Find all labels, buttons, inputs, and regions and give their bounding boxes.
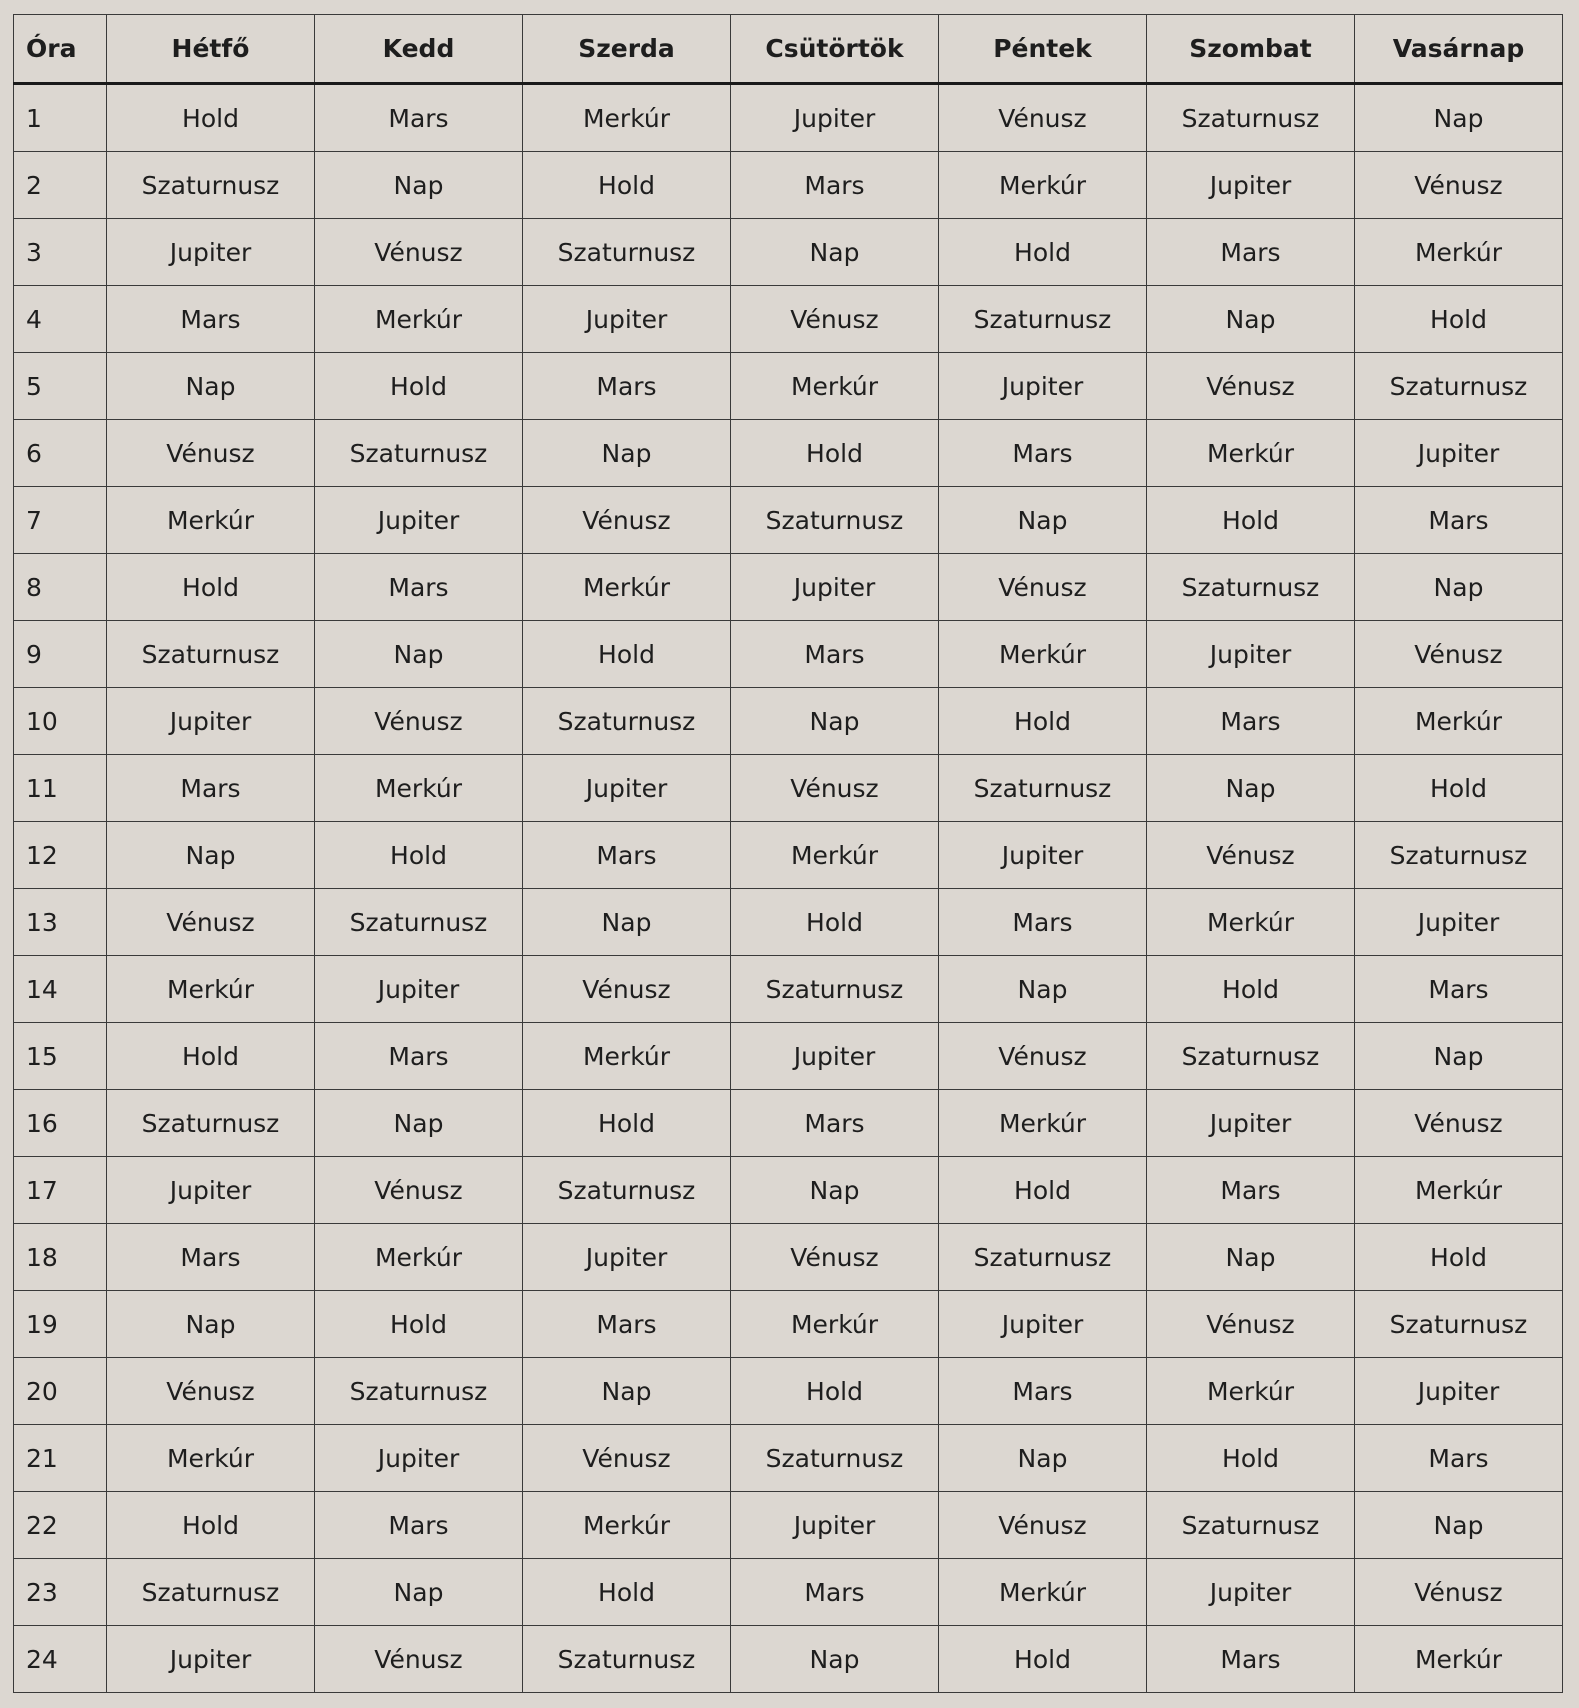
table-header (14, 15, 1563, 84)
hour-cell: 10 (14, 688, 107, 755)
planet-cell: Vénusz (315, 219, 523, 286)
column-header-hour: Óra (14, 15, 107, 84)
table-row (14, 688, 1563, 755)
planet-cell: Vénusz (731, 286, 939, 353)
planet-cell: Jupiter (523, 1224, 731, 1291)
planet-cell: Nap (939, 956, 1147, 1023)
planet-cell: Jupiter (731, 1492, 939, 1559)
planet-cell: Nap (731, 1157, 939, 1224)
planet-cell: Mars (731, 1559, 939, 1626)
table-row (14, 1291, 1563, 1358)
planet-cell: Vénusz (1147, 1291, 1355, 1358)
planet-cell: Vénusz (315, 1626, 523, 1693)
hour-cell: 6 (14, 420, 107, 487)
planet-cell: Vénusz (939, 554, 1147, 621)
planet-cell: Hold (939, 1626, 1147, 1693)
planet-cell: Vénusz (315, 1157, 523, 1224)
planet-cell: Hold (315, 822, 523, 889)
planet-cell: Jupiter (315, 956, 523, 1023)
planet-cell: Vénusz (107, 420, 315, 487)
column-header-day: Péntek (939, 15, 1147, 84)
planet-cell: Mars (939, 420, 1147, 487)
planet-cell: Szaturnusz (1355, 1291, 1563, 1358)
hour-cell: 17 (14, 1157, 107, 1224)
hour-cell: 9 (14, 621, 107, 688)
planet-cell: Mars (939, 889, 1147, 956)
planet-cell: Jupiter (315, 1425, 523, 1492)
planet-cell: Vénusz (1147, 822, 1355, 889)
table-row (14, 1626, 1563, 1693)
planet-cell: Szaturnusz (107, 152, 315, 219)
planet-cell: Mars (1147, 219, 1355, 286)
planet-cell: Mars (1147, 688, 1355, 755)
planet-cell: Vénusz (1147, 353, 1355, 420)
planet-cell: Jupiter (731, 84, 939, 152)
planet-cell: Hold (1355, 1224, 1563, 1291)
planetary-hours-table-container (13, 14, 1562, 1693)
column-header-day: Kedd (315, 15, 523, 84)
planet-cell: Hold (939, 219, 1147, 286)
table-row (14, 353, 1563, 420)
table-row (14, 956, 1563, 1023)
table-row (14, 822, 1563, 889)
planet-cell: Vénusz (1355, 621, 1563, 688)
planet-cell: Hold (1147, 487, 1355, 554)
planet-cell: Vénusz (107, 1358, 315, 1425)
planet-cell: Nap (731, 219, 939, 286)
hour-cell: 5 (14, 353, 107, 420)
planet-cell: Hold (1355, 755, 1563, 822)
planet-cell: Szaturnusz (523, 219, 731, 286)
hour-cell: 22 (14, 1492, 107, 1559)
planet-cell: Nap (1147, 1224, 1355, 1291)
planet-cell: Nap (1355, 84, 1563, 152)
table-row (14, 286, 1563, 353)
planet-cell: Jupiter (1355, 420, 1563, 487)
planet-cell: Merkúr (939, 1559, 1147, 1626)
planet-cell: Mars (315, 1023, 523, 1090)
planet-cell: Jupiter (1147, 152, 1355, 219)
hour-cell: 7 (14, 487, 107, 554)
table-row (14, 1157, 1563, 1224)
planet-cell: Szaturnusz (1355, 353, 1563, 420)
planet-cell: Vénusz (107, 889, 315, 956)
planet-cell: Vénusz (731, 755, 939, 822)
planet-cell: Jupiter (731, 1023, 939, 1090)
planet-cell: Mars (107, 286, 315, 353)
planet-cell: Jupiter (939, 1291, 1147, 1358)
planet-cell: Hold (315, 1291, 523, 1358)
planet-cell: Merkúr (1355, 219, 1563, 286)
planet-cell: Vénusz (1355, 1090, 1563, 1157)
planet-cell: Vénusz (939, 84, 1147, 152)
planet-cell: Hold (107, 84, 315, 152)
planet-cell: Mars (1355, 487, 1563, 554)
table-row (14, 1090, 1563, 1157)
planet-cell: Jupiter (1147, 621, 1355, 688)
planet-cell: Szaturnusz (1147, 554, 1355, 621)
planet-cell: Nap (939, 487, 1147, 554)
planet-cell: Mars (731, 621, 939, 688)
planet-cell: Mars (315, 554, 523, 621)
planet-cell: Hold (523, 152, 731, 219)
planet-cell: Vénusz (523, 487, 731, 554)
planet-cell: Hold (523, 1559, 731, 1626)
table-row (14, 621, 1563, 688)
table-row (14, 1425, 1563, 1492)
planet-cell: Jupiter (1147, 1559, 1355, 1626)
column-header-day: Hétfő (107, 15, 315, 84)
planet-cell: Jupiter (107, 219, 315, 286)
planet-cell: Nap (1355, 1492, 1563, 1559)
planet-cell: Vénusz (315, 688, 523, 755)
planet-cell: Mars (315, 84, 523, 152)
table-row (14, 1559, 1563, 1626)
planet-cell: Nap (315, 152, 523, 219)
planet-cell: Mars (731, 152, 939, 219)
planet-cell: Mars (1147, 1157, 1355, 1224)
planet-cell: Hold (1355, 286, 1563, 353)
planet-cell: Mars (1147, 1626, 1355, 1693)
column-header-day: Szombat (1147, 15, 1355, 84)
planet-cell: Mars (107, 1224, 315, 1291)
planet-cell: Jupiter (107, 1626, 315, 1693)
planet-cell: Nap (107, 353, 315, 420)
table-row (14, 554, 1563, 621)
planet-cell: Hold (939, 688, 1147, 755)
planet-cell: Merkúr (731, 1291, 939, 1358)
planet-cell: Szaturnusz (523, 1157, 731, 1224)
planet-cell: Jupiter (1355, 889, 1563, 956)
planet-cell: Szaturnusz (1147, 1492, 1355, 1559)
column-header-day: Csütörtök (731, 15, 939, 84)
planet-cell: Vénusz (731, 1224, 939, 1291)
planet-cell: Merkúr (315, 1224, 523, 1291)
planet-cell: Szaturnusz (315, 889, 523, 956)
planet-cell: Vénusz (939, 1492, 1147, 1559)
planet-cell: Jupiter (939, 822, 1147, 889)
hour-cell: 1 (14, 84, 107, 152)
hour-cell: 14 (14, 956, 107, 1023)
hour-cell: 21 (14, 1425, 107, 1492)
planet-cell: Mars (523, 353, 731, 420)
planet-cell: Merkúr (731, 822, 939, 889)
hour-cell: 3 (14, 219, 107, 286)
table-body (14, 84, 1563, 1693)
planet-cell: Jupiter (523, 286, 731, 353)
planet-cell: Merkúr (315, 286, 523, 353)
planet-cell: Szaturnusz (731, 487, 939, 554)
planet-cell: Nap (315, 1559, 523, 1626)
planet-cell: Nap (315, 1090, 523, 1157)
table-row (14, 889, 1563, 956)
planet-cell: Jupiter (1355, 1358, 1563, 1425)
planet-cell: Nap (1147, 755, 1355, 822)
hour-cell: 18 (14, 1224, 107, 1291)
planet-cell: Vénusz (939, 1023, 1147, 1090)
planet-cell: Hold (523, 1090, 731, 1157)
planet-cell: Hold (107, 554, 315, 621)
planet-cell: Merkúr (107, 956, 315, 1023)
planet-cell: Mars (523, 822, 731, 889)
table-row (14, 1224, 1563, 1291)
planet-cell: Nap (315, 621, 523, 688)
planet-cell: Mars (107, 755, 315, 822)
planet-cell: Szaturnusz (1355, 822, 1563, 889)
planet-cell: Szaturnusz (107, 1559, 315, 1626)
planet-cell: Vénusz (1355, 1559, 1563, 1626)
planet-cell: Szaturnusz (1147, 1023, 1355, 1090)
planet-cell: Mars (523, 1291, 731, 1358)
planet-cell: Szaturnusz (315, 420, 523, 487)
planet-cell: Merkúr (939, 1090, 1147, 1157)
planet-cell: Hold (731, 420, 939, 487)
column-header-day: Szerda (523, 15, 731, 84)
planet-cell: Nap (1355, 1023, 1563, 1090)
hour-cell: 20 (14, 1358, 107, 1425)
hour-cell: 15 (14, 1023, 107, 1090)
hour-cell: 4 (14, 286, 107, 353)
planet-cell: Merkúr (107, 1425, 315, 1492)
planet-cell: Merkúr (315, 755, 523, 822)
planet-cell: Merkúr (1147, 420, 1355, 487)
planet-cell: Szaturnusz (731, 956, 939, 1023)
planet-cell: Jupiter (731, 554, 939, 621)
planet-cell: Szaturnusz (939, 286, 1147, 353)
planet-cell: Hold (731, 889, 939, 956)
planet-cell: Merkúr (523, 1492, 731, 1559)
planet-cell: Mars (731, 1090, 939, 1157)
planet-cell: Nap (731, 1626, 939, 1693)
planet-cell: Hold (107, 1492, 315, 1559)
planet-cell: Jupiter (939, 353, 1147, 420)
planet-cell: Vénusz (523, 956, 731, 1023)
planet-cell: Merkúr (1355, 688, 1563, 755)
table-row (14, 487, 1563, 554)
planet-cell: Nap (523, 1358, 731, 1425)
planet-cell: Nap (523, 420, 731, 487)
planet-cell: Mars (1355, 1425, 1563, 1492)
planet-cell: Mars (939, 1358, 1147, 1425)
table-row (14, 1492, 1563, 1559)
planet-cell: Hold (731, 1358, 939, 1425)
planet-cell: Nap (1355, 554, 1563, 621)
planet-cell: Szaturnusz (1147, 84, 1355, 152)
planet-cell: Merkúr (523, 554, 731, 621)
planet-cell: Merkúr (1147, 1358, 1355, 1425)
hour-cell: 16 (14, 1090, 107, 1157)
table-row (14, 1023, 1563, 1090)
planet-cell: Szaturnusz (939, 1224, 1147, 1291)
planet-cell: Hold (939, 1157, 1147, 1224)
planet-cell: Merkúr (1355, 1157, 1563, 1224)
table-row (14, 1358, 1563, 1425)
hour-cell: 11 (14, 755, 107, 822)
planet-cell: Jupiter (315, 487, 523, 554)
table-row (14, 152, 1563, 219)
planet-cell: Hold (1147, 956, 1355, 1023)
planet-cell: Merkúr (1147, 889, 1355, 956)
planet-cell: Szaturnusz (107, 1090, 315, 1157)
planet-cell: Merkúr (107, 487, 315, 554)
hour-cell: 19 (14, 1291, 107, 1358)
table-row (14, 219, 1563, 286)
header-row (14, 15, 1563, 84)
planet-cell: Hold (107, 1023, 315, 1090)
planet-cell: Hold (1147, 1425, 1355, 1492)
planet-cell: Szaturnusz (939, 755, 1147, 822)
planet-cell: Merkúr (939, 152, 1147, 219)
planet-cell: Szaturnusz (523, 688, 731, 755)
planet-cell: Nap (939, 1425, 1147, 1492)
hour-cell: 12 (14, 822, 107, 889)
table-row (14, 420, 1563, 487)
planet-cell: Merkúr (939, 621, 1147, 688)
planet-cell: Vénusz (523, 1425, 731, 1492)
planet-cell: Jupiter (523, 755, 731, 822)
planet-cell: Szaturnusz (107, 621, 315, 688)
planet-cell: Szaturnusz (731, 1425, 939, 1492)
planet-cell: Mars (1355, 956, 1563, 1023)
hour-cell: 2 (14, 152, 107, 219)
planetary-hours-table (13, 14, 1563, 1693)
planet-cell: Nap (523, 889, 731, 956)
hour-cell: 8 (14, 554, 107, 621)
planet-cell: Merkúr (523, 1023, 731, 1090)
planet-cell: Merkúr (523, 84, 731, 152)
planet-cell: Merkúr (731, 353, 939, 420)
hour-cell: 24 (14, 1626, 107, 1693)
table-row (14, 84, 1563, 152)
planet-cell: Nap (107, 822, 315, 889)
hour-cell: 23 (14, 1559, 107, 1626)
planet-cell: Nap (731, 688, 939, 755)
planet-cell: Jupiter (107, 688, 315, 755)
planet-cell: Szaturnusz (523, 1626, 731, 1693)
planet-cell: Hold (315, 353, 523, 420)
planet-cell: Jupiter (107, 1157, 315, 1224)
planet-cell: Nap (1147, 286, 1355, 353)
hour-cell: 13 (14, 889, 107, 956)
planet-cell: Mars (315, 1492, 523, 1559)
planet-cell: Jupiter (1147, 1090, 1355, 1157)
column-header-day: Vasárnap (1355, 15, 1563, 84)
planet-cell: Vénusz (1355, 152, 1563, 219)
planet-cell: Hold (523, 621, 731, 688)
planet-cell: Nap (107, 1291, 315, 1358)
planet-cell: Merkúr (1355, 1626, 1563, 1693)
table-row (14, 755, 1563, 822)
planet-cell: Szaturnusz (315, 1358, 523, 1425)
